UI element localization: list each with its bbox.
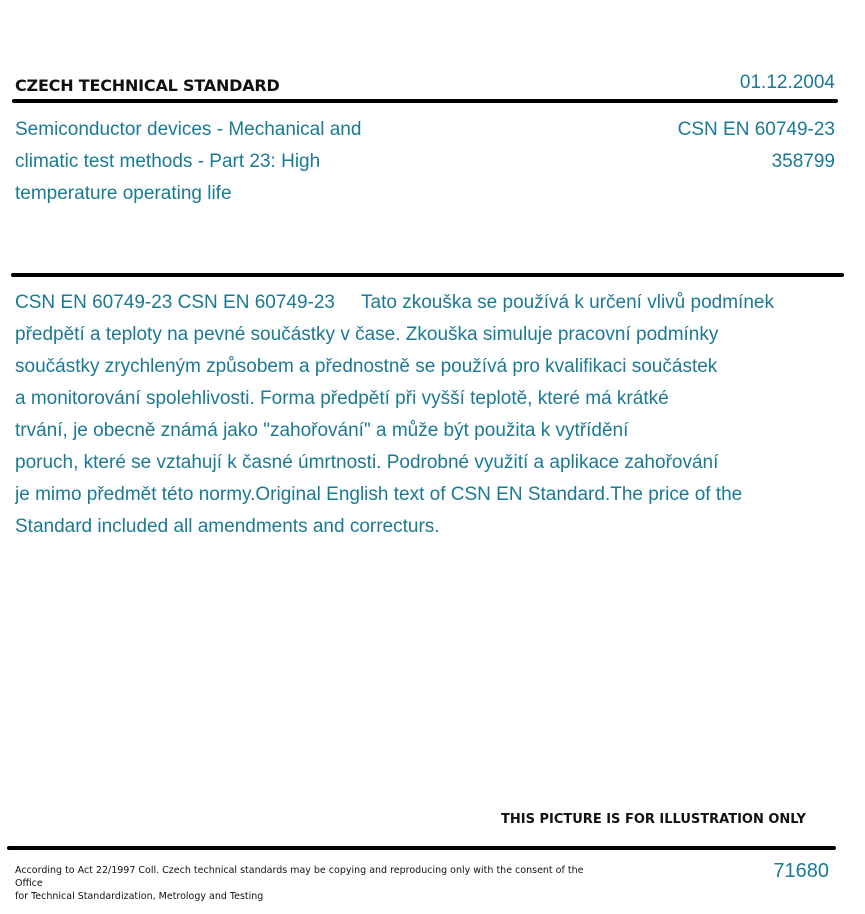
description-line: předpětí a teploty na pevné součástky v čase. Zkouška simuluje pracovní podmínky (15, 324, 719, 345)
description-line: součástky zrychleným způsobem a přednostně se používá pro kvalifikaci součástek (15, 356, 718, 377)
legal-notice-line: According to Act 22/1997 Coll. Czech technical standards may be copying and reproducing only with the consent of the Office (15, 865, 584, 889)
description-line-text: Tato zkouška se používá k určení vlivů podmínek (361, 292, 774, 313)
standard-description (15, 287, 865, 543)
standard-title-line: temperature operating life (15, 183, 232, 204)
section-divider (11, 273, 844, 277)
standard-title-line: Semiconductor devices - Mechanical and (15, 119, 362, 140)
description-lead: CSN EN 60749-23 CSN EN 60749-23 (15, 292, 336, 313)
header-divider (12, 99, 838, 103)
description-line: poruch, které se vztahují k časné úmrtnosti. Podrobné využití a aplikace zahořování (15, 452, 719, 473)
legal-notice (15, 864, 595, 903)
document-code: 71680 (773, 860, 829, 882)
description-line: je mimo předmět této normy.Original English text of CSN EN Standard.The price of the (15, 484, 743, 505)
standard-identifiers (678, 114, 835, 178)
description-line (15, 287, 865, 319)
publication-date: 01.12.2004 (739, 72, 835, 93)
legal-notice-line: for Technical Standardization, Metrology and Testing (15, 891, 264, 902)
description-line: a monitorování spolehlivosti. Forma předpětí při vyšší teplotě, které má krátké (15, 388, 669, 409)
catalog-number: 358799 (771, 151, 835, 172)
standard-number: CSN EN 60749-23 (677, 119, 835, 140)
description-line: trvání, je obecně známá jako "zahořování" a může být použita k vytřídění (15, 420, 629, 441)
description-line: Standard included all amendments and correcturs. (15, 516, 440, 537)
illustration-note: THIS PICTURE IS FOR ILLUSTRATION ONLY (501, 812, 806, 827)
footer-divider (7, 846, 836, 850)
standard-title (15, 114, 445, 210)
standard-title-line: climatic test methods - Part 23: High (15, 151, 321, 172)
document-header-label: CZECH TECHNICAL STANDARD (15, 76, 280, 95)
